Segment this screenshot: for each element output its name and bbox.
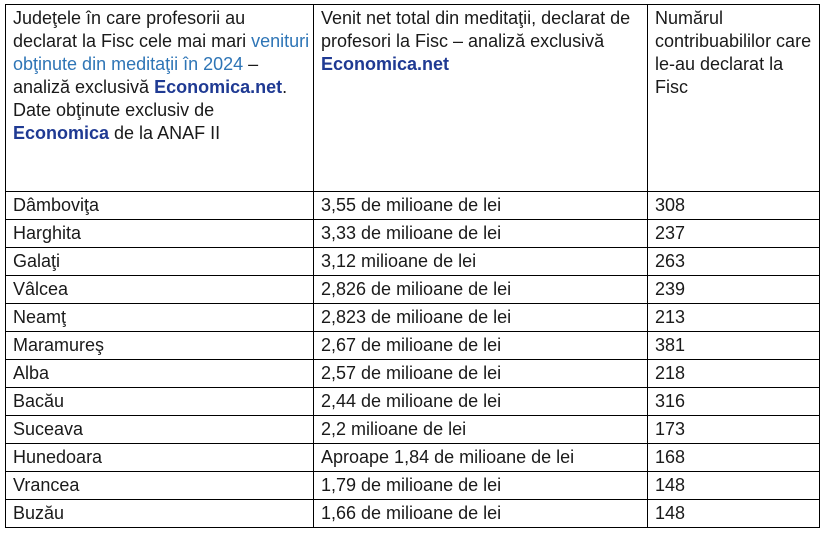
county-cell: Vrancea	[6, 472, 314, 500]
income-cell: 2,67 de milioane de lei	[314, 332, 648, 360]
header-county: Judeţele în care profesorii au declarat la Fisc cele mai mari venituri obţinute din meditaţii în 2024 – analiză exclusivă Economica.net. Date obţinute exclusiv de Economica de la ANAF II	[6, 5, 314, 192]
table-row	[6, 500, 820, 528]
header-count: Numărul contribuabililor care le-au declarat la Fisc	[648, 5, 820, 192]
income-cell: 3,12 milioane de lei	[314, 248, 648, 276]
table-row	[6, 276, 820, 304]
header-income: Venit net total din meditaţii, declarat de profesori la Fisc – analiză exclusivă Economica.net	[314, 5, 648, 192]
count-cell: 148	[648, 500, 820, 528]
table-row	[6, 388, 820, 416]
county-cell: Hunedoara	[6, 444, 314, 472]
table-row	[6, 192, 820, 220]
count-cell: 168	[648, 444, 820, 472]
county-cell: Suceava	[6, 416, 314, 444]
income-cell: 1,66 de milioane de lei	[314, 500, 648, 528]
county-cell: Dâmboviţa	[6, 192, 314, 220]
county-cell: Neamţ	[6, 304, 314, 332]
article-link[interactable]: venituri obţinute din meditaţii în 2024	[13, 31, 310, 74]
count-cell: 263	[648, 248, 820, 276]
county-cell: Maramureş	[6, 332, 314, 360]
table-row	[6, 248, 820, 276]
table-row	[6, 444, 820, 472]
brand-economica-net: Economica.net	[154, 77, 283, 97]
county-cell: Vâlcea	[6, 276, 314, 304]
income-cell: 3,33 de milioane de lei	[314, 220, 648, 248]
table-row	[6, 304, 820, 332]
brand-economica-net-2: Economica.net	[321, 54, 450, 74]
income-cell: 2,2 milioane de lei	[314, 416, 648, 444]
table-row	[6, 472, 820, 500]
income-table	[5, 4, 820, 528]
count-cell: 237	[648, 220, 820, 248]
income-cell: 2,826 de milioane de lei	[314, 276, 648, 304]
income-cell: Aproape 1,84 de milioane de lei	[314, 444, 648, 472]
income-cell: 2,57 de milioane de lei	[314, 360, 648, 388]
table-row	[6, 220, 820, 248]
count-cell: 381	[648, 332, 820, 360]
count-cell: 148	[648, 472, 820, 500]
count-cell: 173	[648, 416, 820, 444]
income-cell: 2,44 de milioane de lei	[314, 388, 648, 416]
county-cell: Bacău	[6, 388, 314, 416]
count-cell: 213	[648, 304, 820, 332]
county-cell: Harghita	[6, 220, 314, 248]
count-cell: 239	[648, 276, 820, 304]
county-cell: Galaţi	[6, 248, 314, 276]
table-row	[6, 360, 820, 388]
brand-economica: Economica	[13, 123, 110, 143]
table-row	[6, 332, 820, 360]
income-cell: 1,79 de milioane de lei	[314, 472, 648, 500]
count-cell: 316	[648, 388, 820, 416]
header-row	[6, 5, 820, 192]
count-cell: 308	[648, 192, 820, 220]
table-row	[6, 416, 820, 444]
count-cell: 218	[648, 360, 820, 388]
county-cell: Alba	[6, 360, 314, 388]
county-cell: Buzău	[6, 500, 314, 528]
income-cell: 3,55 de milioane de lei	[314, 192, 648, 220]
income-cell: 2,823 de milioane de lei	[314, 304, 648, 332]
